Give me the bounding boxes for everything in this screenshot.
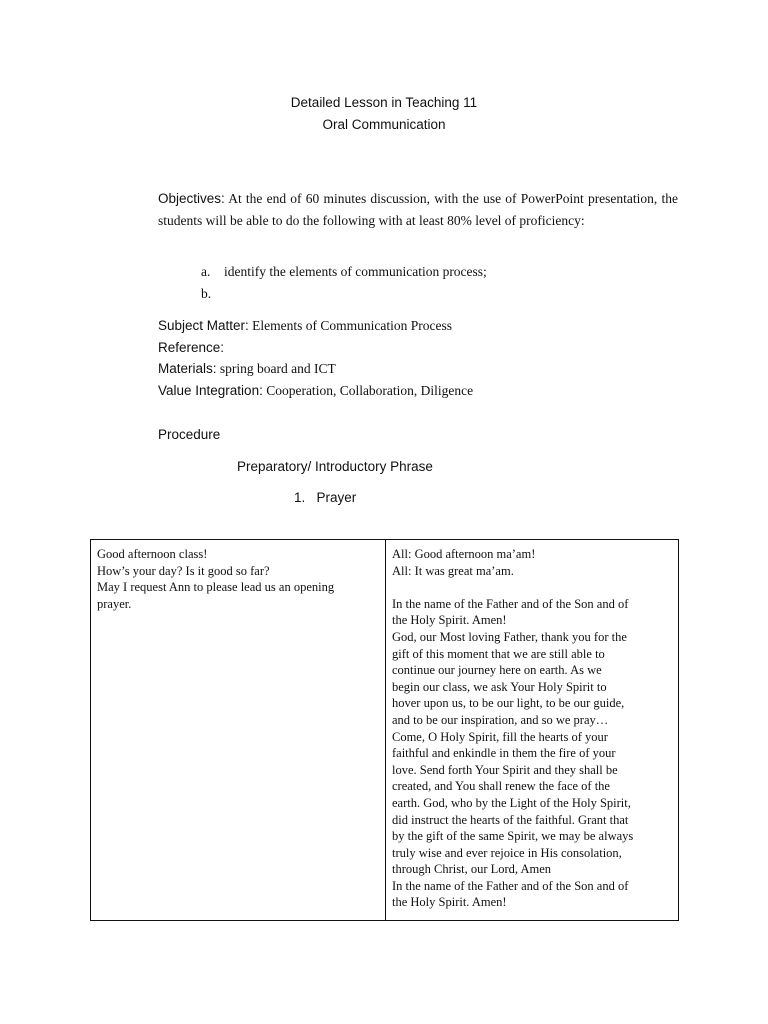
prayer-line: the Holy Spirit. Amen!	[392, 895, 507, 910]
subject-matter-value: Elements of Communication Process	[252, 318, 453, 333]
students-line: All: Good afternoon ma’am!	[392, 547, 536, 561]
objective-marker: a.	[201, 264, 211, 279]
procedure-subheading: Preparatory/ Introductory Phrase	[237, 459, 433, 474]
teacher-line: How’s your day? Is it good so far?	[97, 563, 270, 578]
objective-item	[201, 264, 487, 280]
subject-matter-label: Subject Matter:	[158, 318, 249, 333]
teacher-line: Good afternoon class!	[97, 547, 208, 561]
prayer-line: through Christ, our Lord, Amen	[392, 862, 552, 877]
value-integration-row	[158, 383, 473, 399]
prayer-line: the Holy Spirit. Amen!	[392, 613, 507, 628]
prayer-line: did instruct the hearts of the faithful. Grant that	[392, 812, 629, 827]
materials-value: spring board and ICT	[219, 361, 336, 376]
procedure-step: 1. Prayer	[294, 490, 357, 505]
prayer-line: begin our class, we ask Your Holy Spirit to	[392, 679, 607, 694]
prayer-line: faithful and enkindle in them the fire of your	[392, 746, 616, 761]
prayer-line: earth. God, who by the Light of the Holy Spirit,	[392, 795, 631, 810]
objectives-label: Objectives:	[158, 191, 225, 206]
prayer-line: truly wise and ever rejoice in His consolation,	[392, 845, 622, 860]
objective-text: identify the elements of communication process;	[224, 264, 487, 279]
procedure-heading: Procedure	[158, 427, 221, 442]
prayer-line: love. Send forth Your Spirit and they shall be	[392, 762, 618, 777]
materials-row	[158, 361, 336, 377]
teacher-line: May I request Ann to please lead us an opening	[97, 580, 335, 595]
dialogue-row	[91, 540, 679, 921]
students-column	[386, 540, 679, 921]
prayer-line: and to be our inspiration, and so we pray…	[392, 712, 609, 727]
dialogue-table	[90, 539, 679, 921]
document-title: Detailed Lesson in Teaching 11	[290, 95, 478, 110]
reference-label: Reference:	[158, 340, 225, 355]
students-line: All: It was great ma’am.	[392, 563, 514, 578]
document-subtitle: Oral Communication	[322, 117, 446, 132]
objective-marker: b.	[201, 286, 212, 301]
prayer-line: Come, O Holy Spirit, fill the hearts of your	[392, 729, 608, 744]
materials-label: Materials:	[158, 361, 217, 376]
prayer-line: hover upon us, to be our light, to be our guide,	[392, 696, 625, 711]
prayer-line: In the name of the Father and of the Son and of	[392, 878, 629, 893]
prayer-line: In the name of the Father and of the Son and of	[392, 596, 629, 611]
objectives-paragraph	[158, 188, 678, 231]
reference-row	[158, 340, 224, 356]
objectives-text: At the end of 60 minutes discussion, with the use of PowerPoint presentation, the students will be able to do the following with at least 80% level of proficiency:	[158, 191, 678, 228]
teacher-line: prayer.	[97, 596, 132, 611]
prayer-line: by the gift of the same Spirit, we may be always	[392, 829, 634, 844]
prayer-line: created, and You shall renew the face of the	[392, 779, 610, 794]
prayer-line: God, our Most loving Father, thank you for the	[392, 629, 627, 644]
teacher-column	[91, 540, 386, 921]
objective-item	[201, 286, 224, 302]
value-integration-label: Value Integration:	[158, 383, 263, 398]
subject-matter-row	[158, 318, 452, 334]
prayer-line: continue our journey here on earth. As we	[392, 663, 602, 678]
value-integration-value: Cooperation, Collaboration, Diligence	[266, 383, 474, 398]
blank-line	[392, 579, 672, 596]
prayer-line: gift of this moment that we are still able to	[392, 646, 605, 661]
